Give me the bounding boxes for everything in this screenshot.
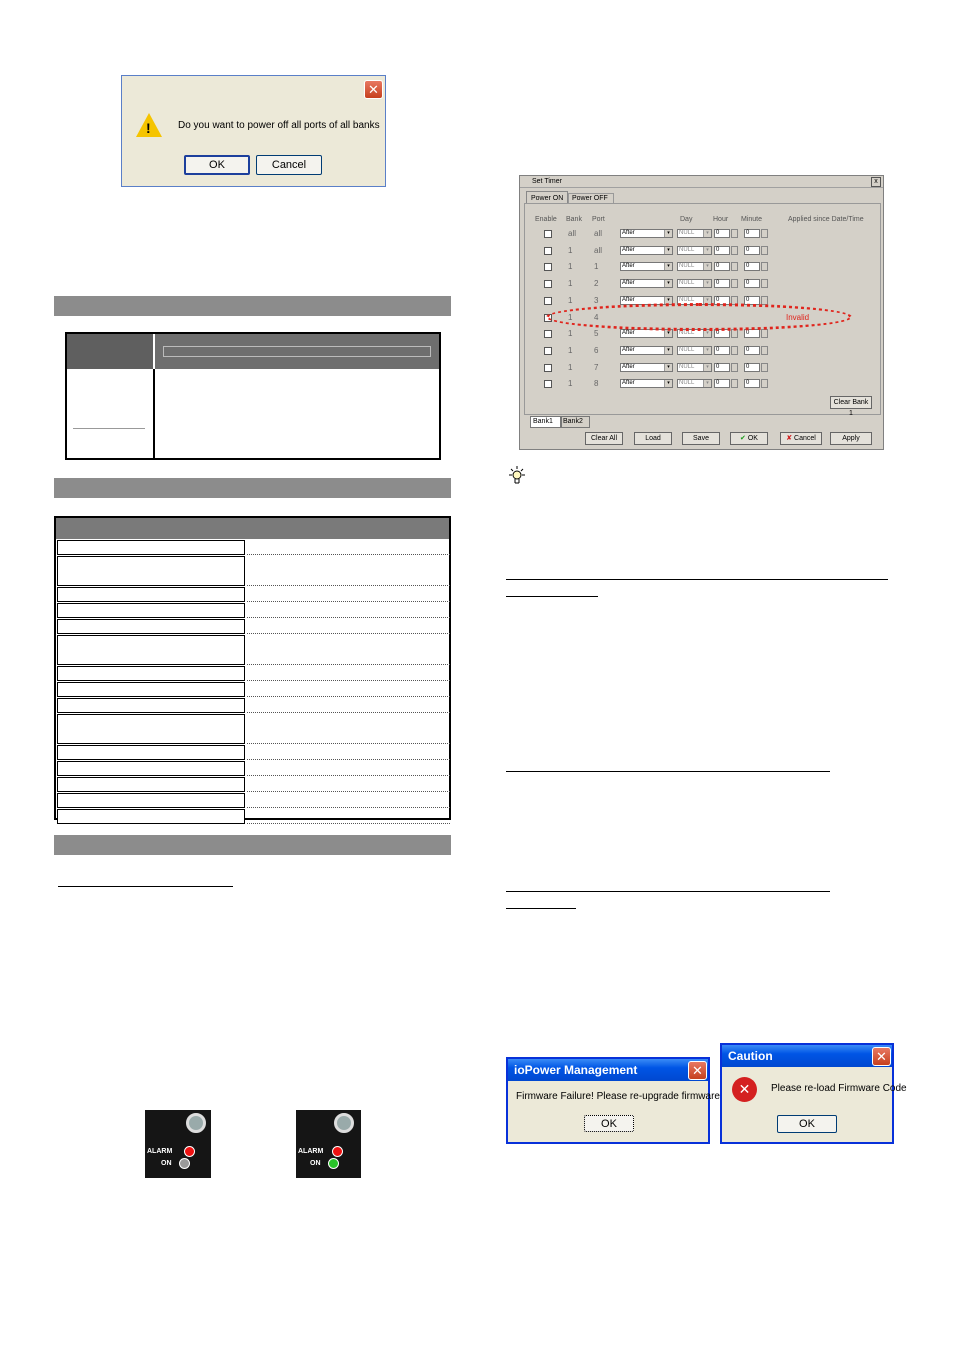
load-button[interactable]: Load <box>634 432 672 445</box>
bank-cell: 1 <box>568 296 573 305</box>
mode-select[interactable] <box>620 262 673 271</box>
close-icon[interactable]: x <box>871 177 881 187</box>
mode-select[interactable] <box>620 346 673 355</box>
section-bar-3 <box>54 835 451 855</box>
port-cell: 4 <box>594 313 599 322</box>
table-row-value-cell <box>247 619 450 634</box>
chevron-down-icon: ▾ <box>664 280 672 287</box>
enable-checkbox[interactable] <box>544 364 552 372</box>
chevron-down-icon: ▾ <box>703 297 711 304</box>
port-cell: 6 <box>594 346 599 355</box>
hour-spinner[interactable] <box>731 363 738 372</box>
minute-spinner[interactable] <box>761 363 768 372</box>
spec-table-2 <box>54 516 451 820</box>
mode-value: After <box>622 380 635 386</box>
table-row-label-cell <box>57 556 245 586</box>
day-value: NULL <box>679 263 695 269</box>
hour-input[interactable]: 0 <box>714 346 730 355</box>
cancel-button[interactable]: Cancel <box>256 155 322 175</box>
hour-input[interactable]: 0 <box>714 363 730 372</box>
hour-spinner[interactable] <box>731 229 738 238</box>
bank-cell: 1 <box>568 313 573 322</box>
bank-cell: 1 <box>568 379 573 388</box>
hour-input[interactable]: 0 <box>714 229 730 238</box>
underline-heading-3a <box>506 891 830 892</box>
minute-input[interactable]: 0 <box>744 296 760 305</box>
set-timer-window <box>519 175 884 450</box>
close-icon[interactable]: ✕ <box>364 80 383 99</box>
day-value: NULL <box>679 297 695 303</box>
day-value: NULL <box>679 280 695 286</box>
mode-value: After <box>622 364 635 370</box>
table-row-label-cell <box>57 666 245 681</box>
table-row-label-cell <box>57 587 245 602</box>
port-cell: 7 <box>594 363 599 372</box>
header-applied: Applied since Date/Time <box>788 216 864 223</box>
table-row-label-cell <box>57 777 245 792</box>
minute-spinner[interactable] <box>761 262 768 271</box>
bank-cell: 1 <box>568 262 573 271</box>
clear-bank-button[interactable]: Clear Bank 1 <box>830 396 872 409</box>
ok-button[interactable]: ✔ OK <box>730 432 768 445</box>
dialog-message: Firmware Failure! Please re-upgrade firmware <box>516 1091 720 1102</box>
day-value: NULL <box>679 330 695 336</box>
table-header-left <box>67 334 153 369</box>
error-icon: ✕ <box>732 1077 757 1102</box>
port-cell: 8 <box>594 379 599 388</box>
header-minute: Minute <box>741 216 763 223</box>
table-row-label-cell <box>57 793 245 808</box>
firmware-failure-dialog <box>506 1057 720 1144</box>
dialog-titlebar <box>722 1045 892 1067</box>
header-day: Day <box>680 216 693 223</box>
hour-input[interactable]: 0 <box>714 379 730 388</box>
port-cell: all <box>594 229 603 238</box>
chevron-down-icon: ▾ <box>703 280 711 287</box>
table-row-label-cell <box>57 682 245 697</box>
underline-heading-2 <box>506 771 830 772</box>
table-row-value-cell <box>247 745 450 760</box>
enable-checkbox[interactable] <box>544 380 552 388</box>
led-ring <box>334 1113 354 1133</box>
day-value: NULL <box>679 347 695 353</box>
close-icon[interactable]: ✕ <box>688 1061 707 1080</box>
bank-cell: 1 <box>568 246 573 255</box>
minute-spinner[interactable] <box>761 329 768 338</box>
port-cell: 3 <box>594 296 599 305</box>
minute-spinner[interactable] <box>761 229 768 238</box>
apply-button[interactable]: Apply <box>830 432 872 445</box>
table-row-value-cell <box>247 793 450 808</box>
minute-spinner[interactable] <box>761 246 768 255</box>
section-bar-2 <box>54 478 451 498</box>
clear-all-button[interactable]: Clear All <box>585 432 623 445</box>
hour-input[interactable]: 0 <box>714 296 730 305</box>
hour-input[interactable]: 0 <box>714 279 730 288</box>
invalid-highlight <box>546 303 852 331</box>
save-button[interactable]: Save <box>682 432 720 445</box>
minute-input[interactable]: 0 <box>744 279 760 288</box>
cancel-button[interactable]: ✘ Cancel <box>780 432 822 445</box>
header-enable: Enable <box>535 216 557 223</box>
day-select[interactable] <box>677 262 712 271</box>
chevron-down-icon: ▾ <box>664 364 672 371</box>
mode-value: After <box>622 347 635 353</box>
chevron-down-icon: ▾ <box>703 330 711 337</box>
led-photo-on <box>296 1110 361 1178</box>
mode-select[interactable] <box>620 363 673 372</box>
chevron-down-icon: ▾ <box>703 380 711 387</box>
on-led-icon <box>179 1158 190 1169</box>
mode-value: After <box>622 330 635 336</box>
enable-checkbox[interactable] <box>544 247 552 255</box>
chevron-down-icon: ▾ <box>703 364 711 371</box>
alarm-label: ALARM <box>147 1148 173 1155</box>
check-icon: ✔ <box>740 435 746 442</box>
enable-checkbox[interactable] <box>544 330 552 338</box>
mode-select[interactable] <box>620 229 673 238</box>
set-timer-titlebar <box>520 176 883 188</box>
day-select[interactable] <box>677 346 712 355</box>
day-value: NULL <box>679 230 695 236</box>
enable-checkbox[interactable] <box>544 230 552 238</box>
dialog-title: Caution <box>728 1049 773 1063</box>
hour-spinner[interactable] <box>731 246 738 255</box>
hour-input[interactable]: 0 <box>714 329 730 338</box>
hour-spinner[interactable] <box>731 379 738 388</box>
dialog-titlebar <box>508 1059 708 1081</box>
table-row-value-cell <box>247 540 450 555</box>
underline-heading-1a <box>506 579 888 580</box>
hour-input[interactable]: 0 <box>714 246 730 255</box>
hour-spinner[interactable] <box>731 346 738 355</box>
x-icon: ✘ <box>786 435 793 442</box>
led-ring <box>186 1113 206 1133</box>
table-row-label-cell <box>57 809 245 824</box>
table-row-label-cell <box>57 761 245 776</box>
ok-button[interactable]: OK <box>777 1115 837 1133</box>
minute-input[interactable]: 0 <box>744 363 760 372</box>
table-row-label-cell <box>57 619 245 634</box>
header-port: Port <box>592 216 605 223</box>
day-value: NULL <box>679 364 695 370</box>
bank-tab-1[interactable]: Bank1 <box>530 416 562 428</box>
underline-heading-left <box>58 886 233 887</box>
table-row-value-cell <box>247 603 450 618</box>
table-row-value-cell <box>247 682 450 697</box>
minute-spinner[interactable] <box>761 346 768 355</box>
minute-input[interactable]: 0 <box>744 346 760 355</box>
table-header <box>56 518 449 539</box>
underline-heading-1b <box>506 596 598 597</box>
day-value: NULL <box>679 247 695 253</box>
chevron-down-icon: ▾ <box>664 347 672 354</box>
set-timer-title: Set Timer <box>532 178 562 185</box>
chevron-down-icon: ▾ <box>664 230 672 237</box>
enable-checkbox[interactable] <box>544 280 552 288</box>
mode-value: After <box>622 247 635 253</box>
enable-checkbox[interactable] <box>544 263 552 271</box>
chevron-down-icon: ▾ <box>703 247 711 254</box>
minute-input[interactable]: 0 <box>744 246 760 255</box>
chevron-down-icon: ▾ <box>664 247 672 254</box>
chevron-down-icon: ▾ <box>703 347 711 354</box>
invalid-label: Invalid <box>786 313 810 322</box>
table-row-value-cell <box>247 666 450 681</box>
port-cell: 1 <box>594 262 599 271</box>
section-bar-1 <box>54 296 451 316</box>
tab-power-on[interactable]: Power ON <box>526 191 568 204</box>
dialog-message: Please re-load Firmware Code <box>771 1083 907 1094</box>
spec-table-1 <box>65 332 441 460</box>
minute-input[interactable]: 0 <box>744 262 760 271</box>
close-icon[interactable]: ✕ <box>872 1047 891 1066</box>
header-field-line <box>163 346 431 357</box>
day-select[interactable] <box>677 279 712 288</box>
chevron-down-icon: ▾ <box>664 263 672 270</box>
mode-select[interactable] <box>620 379 673 388</box>
table-row-value-cell <box>247 698 450 713</box>
day-select[interactable] <box>677 229 712 238</box>
cell-separator <box>73 428 145 429</box>
underline-heading-3b <box>506 908 576 909</box>
dialog-message: Do you want to power off all ports of all banks <box>178 120 380 131</box>
table-row-label-cell <box>57 698 245 713</box>
minute-spinner[interactable] <box>761 279 768 288</box>
table-row-label-cell <box>57 745 245 760</box>
caution-dialog <box>720 1043 907 1144</box>
bank-cell: 1 <box>568 363 573 372</box>
bank-cell: 1 <box>568 329 573 338</box>
header-hour: Hour <box>713 216 729 223</box>
mode-select[interactable] <box>620 246 673 255</box>
alarm-led-icon <box>332 1146 343 1157</box>
alarm-led-icon <box>184 1146 195 1157</box>
alarm-label: ALARM <box>298 1148 324 1155</box>
chevron-down-icon: ▾ <box>703 230 711 237</box>
table-row-label-cell <box>57 635 245 665</box>
minute-input[interactable]: 0 <box>744 229 760 238</box>
bank-cell: 1 <box>568 346 573 355</box>
on-label: ON <box>310 1160 321 1167</box>
minute-input[interactable]: 0 <box>744 379 760 388</box>
mode-value: After <box>622 263 635 269</box>
day-select[interactable] <box>677 379 712 388</box>
port-cell: 2 <box>594 279 599 288</box>
day-value: NULL <box>679 380 695 386</box>
table-row-value-cell <box>247 635 450 665</box>
day-select[interactable] <box>677 363 712 372</box>
port-cell: all <box>594 246 603 255</box>
hour-spinner[interactable] <box>731 262 738 271</box>
header-bank: Bank <box>566 216 582 223</box>
mode-value: After <box>622 230 635 236</box>
power-off-dialog <box>121 75 386 187</box>
enable-checkbox[interactable] <box>544 297 552 305</box>
on-led-icon <box>328 1158 339 1169</box>
table-row-label-cell <box>57 540 245 555</box>
bank-cell: all <box>568 229 577 238</box>
chevron-down-icon: ▾ <box>664 297 672 304</box>
led-photo-off <box>145 1110 211 1178</box>
lightbulb-icon <box>506 465 528 487</box>
day-select[interactable] <box>677 246 712 255</box>
chevron-down-icon: ▾ <box>664 380 672 387</box>
enable-checkbox[interactable] <box>544 347 552 355</box>
table-row-value-cell <box>247 587 450 602</box>
on-label: ON <box>161 1160 172 1167</box>
hour-spinner[interactable] <box>731 279 738 288</box>
bank-cell: 1 <box>568 279 573 288</box>
bank-tab-2[interactable]: Bank2 <box>560 416 590 428</box>
hour-input[interactable]: 0 <box>714 262 730 271</box>
port-cell: 5 <box>594 329 599 338</box>
mode-value: After <box>622 297 635 303</box>
table-row-value-cell <box>247 761 450 776</box>
table-row-value-cell <box>247 714 450 744</box>
ok-button[interactable]: OK <box>584 1115 634 1132</box>
chevron-down-icon: ▾ <box>664 330 672 337</box>
warning-icon-mark: ! <box>146 120 151 136</box>
table-row-value-cell <box>247 809 450 824</box>
ok-button[interactable]: OK <box>184 155 250 175</box>
chevron-down-icon: ▾ <box>703 263 711 270</box>
dialog-title: ioPower Management <box>514 1063 638 1077</box>
minute-input[interactable]: 0 <box>744 329 760 338</box>
table-row-value-cell <box>247 556 450 586</box>
tab-power-off[interactable]: Power OFF <box>568 193 614 204</box>
mode-select[interactable] <box>620 279 673 288</box>
minute-spinner[interactable] <box>761 379 768 388</box>
table-row-value-cell <box>247 777 450 792</box>
mode-value: After <box>622 280 635 286</box>
table-row-label-cell <box>57 603 245 618</box>
table-divider <box>153 369 155 458</box>
table-row-label-cell <box>57 714 245 744</box>
